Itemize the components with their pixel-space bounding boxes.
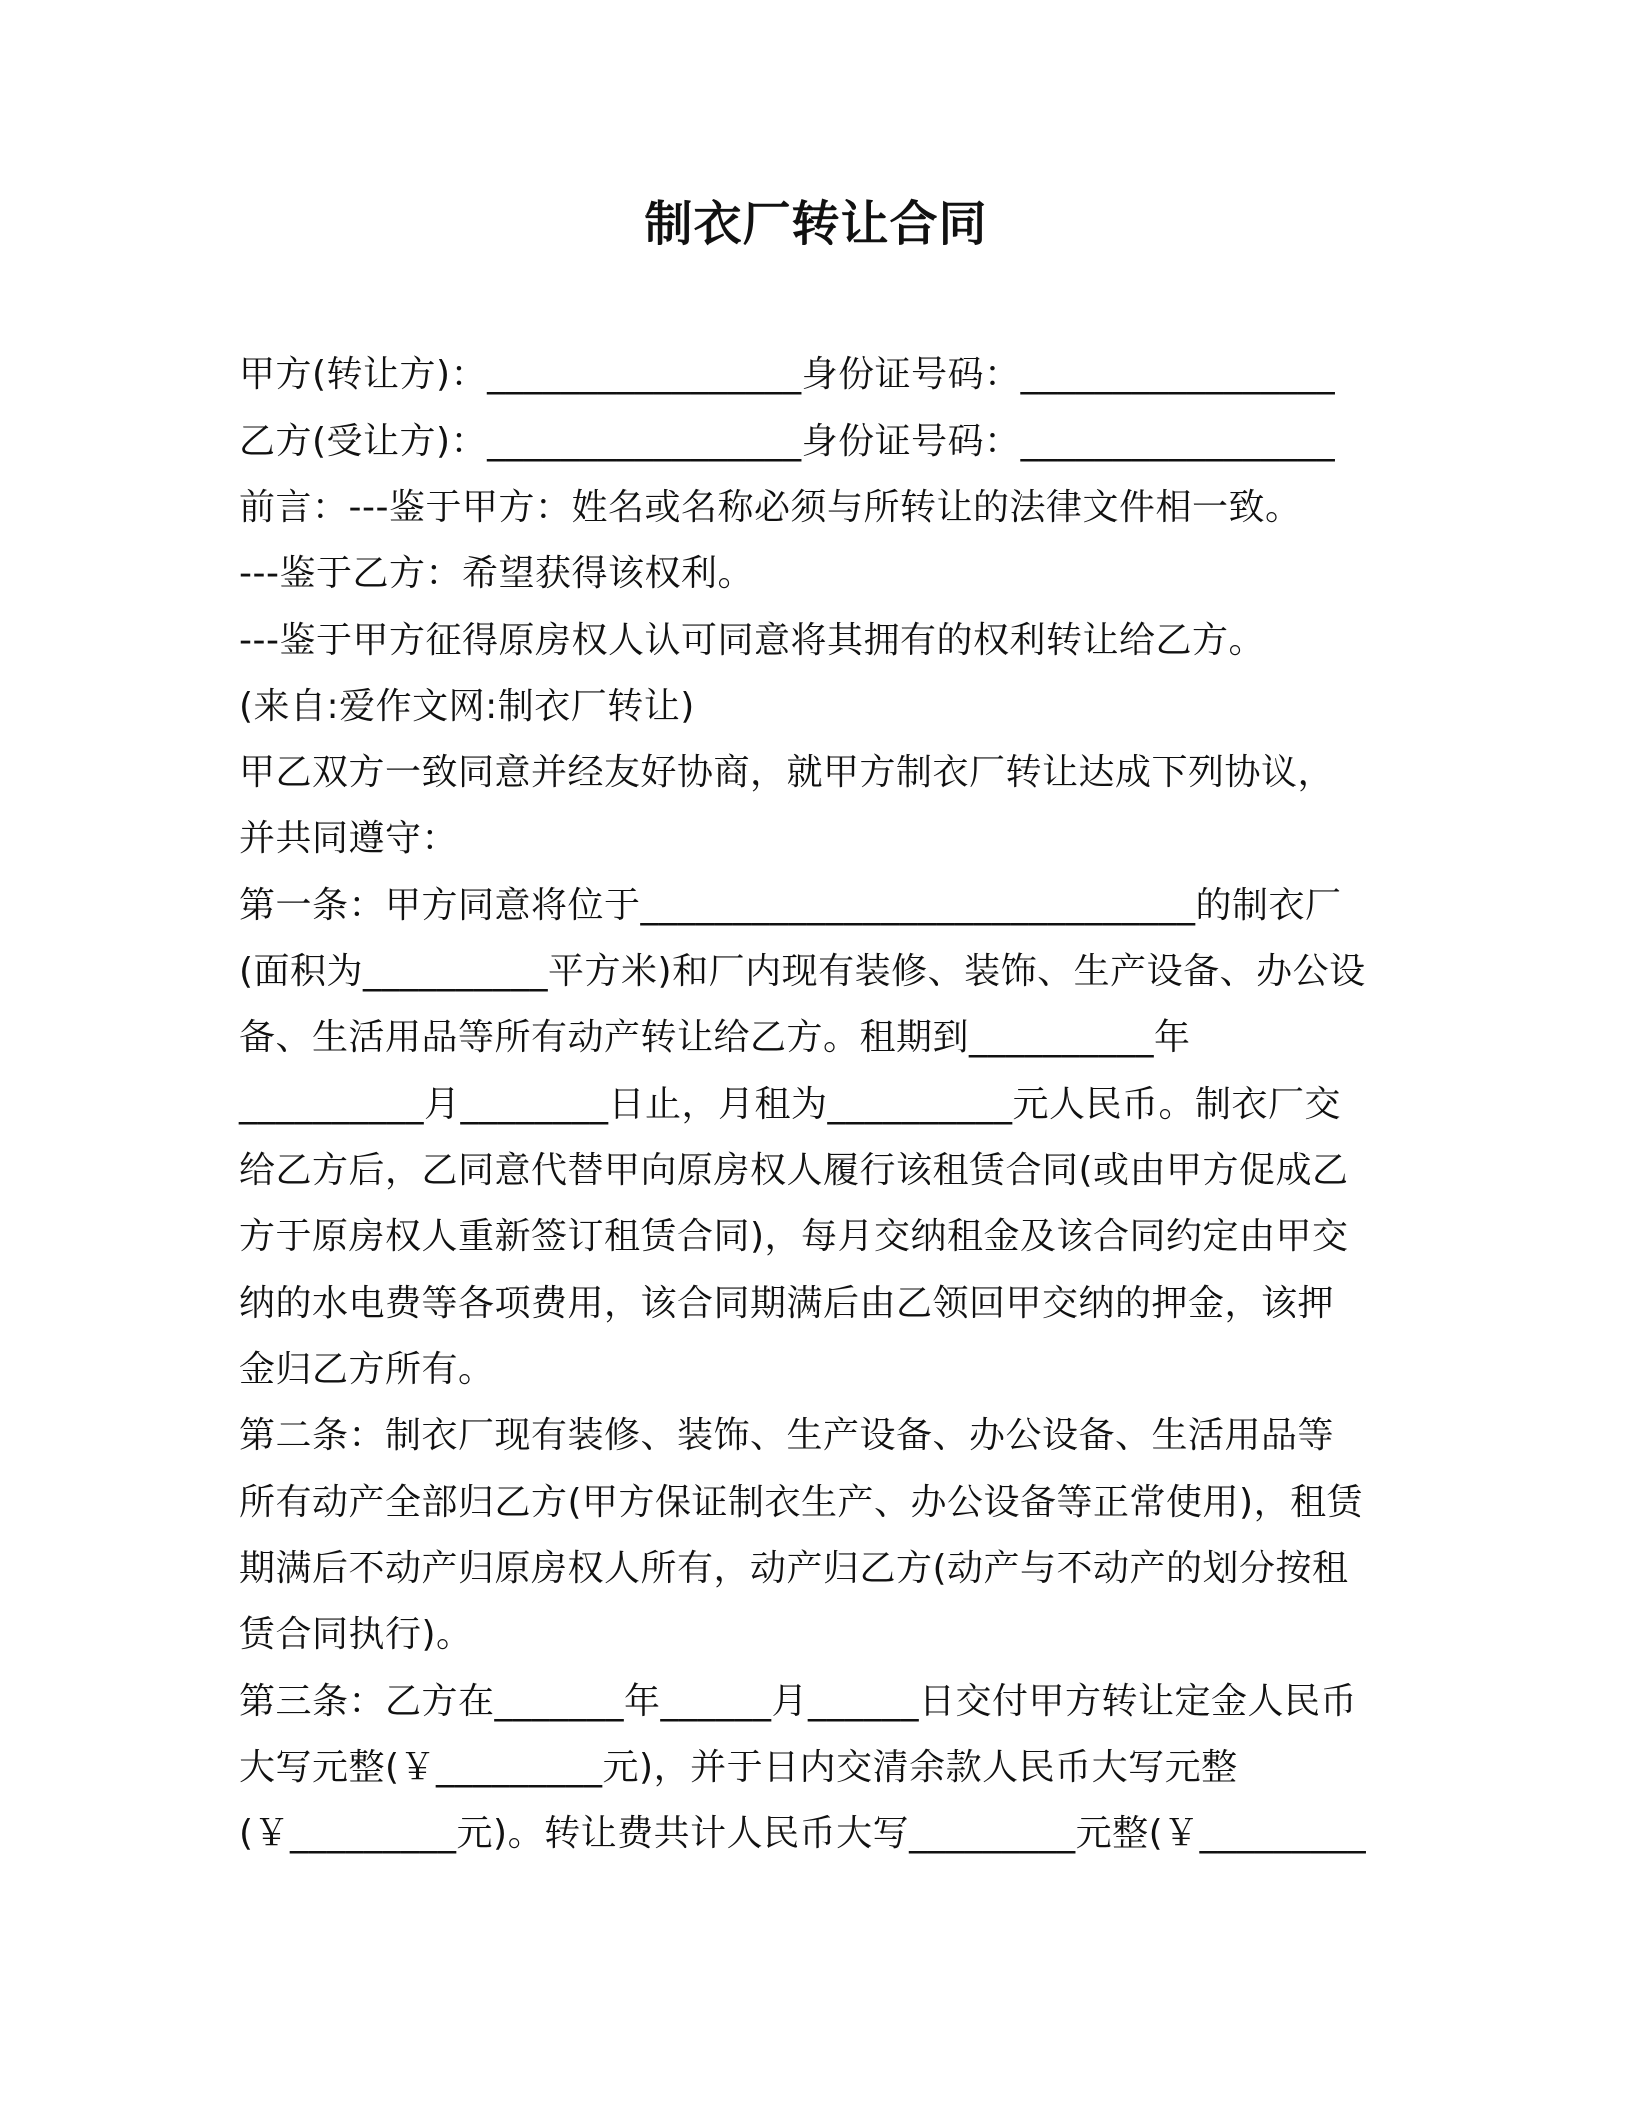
article-2-line-1: 第二条：制衣厂现有装修、装饰、生产设备、办公设备、生活用品等 <box>239 1415 1335 1456</box>
article-1-line-4: __________月________日止，月租为__________元人民币。制衣厂交 <box>239 1084 1342 1125</box>
article-1-line-6: 方于原房权人重新签订租赁合同)，每月交纳租金及该合同约定由甲交 <box>239 1216 1349 1257</box>
agreement-intro-line-2: 并共同遵守： <box>239 818 459 859</box>
article-1-line-2: (面积为__________平方米)和厂内现有装修、装饰、生产设备、办公设 <box>239 951 1366 992</box>
document-title: 制衣厂转让合同 <box>644 196 988 252</box>
article-2-line-3: 期满后不动产归原房权人所有，动产归乙方(动产与不动产的划分按租 <box>239 1548 1349 1589</box>
agreement-intro-line-1: 甲乙双方一致同意并经友好协商，就甲方制衣厂转让达成下列协议， <box>239 752 1335 793</box>
article-3-line-1: 第三条：乙方在_______年______月______日交付甲方转让定金人民币 <box>239 1681 1358 1722</box>
source-note: (来自:爱作文网:制衣厂转让) <box>239 686 695 727</box>
preamble-line-2: ---鉴于乙方：希望获得该权利。 <box>239 553 754 594</box>
article-1-line-8: 金归乙方所有。 <box>239 1349 495 1390</box>
preamble-line-3: ---鉴于甲方征得原房权人认可同意将其拥有的权利转让给乙方。 <box>239 620 1265 661</box>
article-3-line-3: (￥_________元)。转让费共计人民币大写_________元整(￥_________ <box>239 1813 1367 1854</box>
article-1-line-5: 给乙方后，乙同意代替甲向原房权人履行该租赁合同(或由甲方促成乙 <box>239 1150 1349 1191</box>
party-a-line: 甲方(转让方)：_________________身份证号码：_________________ <box>239 354 1336 395</box>
preamble-line-1: 前言：---鉴于甲方：姓名或名称必须与所转让的法律文件相一致。 <box>239 487 1302 528</box>
article-1-line-7: 纳的水电费等各项费用，该合同期满后由乙领回甲交纳的押金，该押 <box>239 1283 1335 1324</box>
article-2-line-4: 赁合同执行)。 <box>239 1614 473 1655</box>
article-3-line-2: 大写元整(￥_________元)，并于日内交清余款人民币大写元整 <box>239 1747 1238 1788</box>
article-1-line-1: 第一条：甲方同意将位于______________________________的制衣厂 <box>239 885 1342 926</box>
party-b-line: 乙方(受让方)：_________________身份证号码：_________________ <box>239 421 1336 462</box>
article-1-line-3: 备、生活用品等所有动产转让给乙方。租期到__________年 <box>239 1017 1191 1058</box>
article-2-line-2: 所有动产全部归乙方(甲方保证制衣生产、办公设备等正常使用)，租赁 <box>239 1482 1364 1523</box>
